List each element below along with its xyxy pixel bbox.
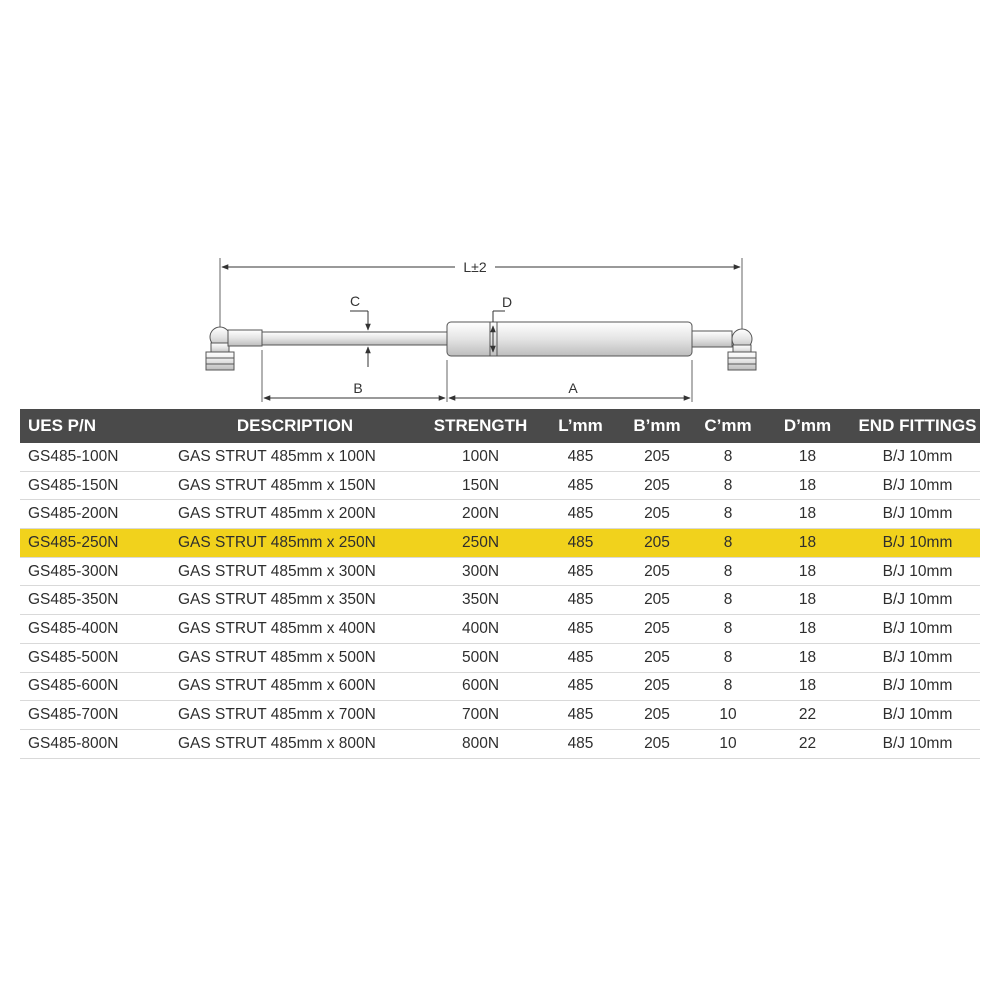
- table-header-row: [20, 409, 980, 443]
- cell-length: 485: [567, 677, 594, 695]
- gas-strut-diagram: [0, 0, 1000, 410]
- cell-b-length: 205: [644, 476, 670, 494]
- cell-c-diameter: 8: [723, 562, 733, 580]
- cell-description: GAS STRUT 485mm x 400N: [178, 619, 376, 637]
- cell-description: GAS STRUT 485mm x 700N: [178, 706, 376, 724]
- cell-b-length: 205: [644, 447, 670, 465]
- cell-part-number: GS485-200N: [28, 505, 119, 523]
- cell-d-diameter: 18: [798, 447, 817, 465]
- cell-length: 485: [567, 562, 594, 580]
- cell-end-fittings: B/J 10mm: [882, 734, 953, 752]
- table-row: [20, 672, 980, 701]
- header-length: L’mm: [543, 409, 618, 443]
- cell-b-length: 205: [644, 505, 670, 523]
- header-end-fittings: END FITTINGS: [855, 409, 980, 443]
- cell-b-length: 205: [644, 591, 670, 609]
- cell-end-fittings: B/J 10mm: [882, 505, 953, 523]
- cell-d-diameter: 18: [798, 476, 817, 494]
- cell-part-number: GS485-250N: [20, 529, 172, 558]
- cell-b-length: 205: [644, 619, 670, 637]
- overall-length-label: L±2: [463, 259, 487, 275]
- cell-part-number: GS485-800N: [28, 734, 119, 752]
- cell-end-fittings: B/J 10mm: [882, 591, 953, 609]
- header-strength: STRENGTH: [418, 409, 543, 443]
- table-row: [20, 529, 980, 558]
- overall-length-dimension: [220, 257, 742, 330]
- cell-length: 485: [567, 706, 594, 724]
- table-row: [20, 701, 980, 730]
- table-row: [20, 643, 980, 672]
- cell-strength: 300N: [461, 562, 500, 580]
- table-row: [20, 586, 980, 615]
- cell-description: GAS STRUT 485mm x 800N: [178, 734, 376, 752]
- cell-c-diameter: 8: [723, 648, 733, 666]
- cell-c-diameter: 8: [723, 677, 733, 695]
- cell-d-diameter: 22: [798, 706, 817, 724]
- table-row: [20, 557, 980, 586]
- cell-strength: 800N: [461, 734, 500, 752]
- cell-strength: 500N: [461, 648, 500, 666]
- cell-c-diameter: 8: [723, 447, 733, 465]
- left-end-fitting: [206, 327, 262, 370]
- cell-strength: 250N: [418, 529, 543, 558]
- cell-length: 485: [567, 476, 594, 494]
- cell-b-length: 205: [644, 677, 670, 695]
- cell-part-number: GS485-600N: [28, 677, 119, 695]
- cell-description: GAS STRUT 485mm x 100N: [178, 447, 376, 465]
- cell-c-diameter: 8: [723, 505, 733, 523]
- header-description: DESCRIPTION: [172, 409, 418, 443]
- cell-length: 485: [567, 619, 594, 637]
- cell-length: 485: [567, 591, 594, 609]
- cell-b-length: 205: [644, 734, 670, 752]
- cell-d-diameter: 18: [798, 619, 817, 637]
- cell-strength: 400N: [461, 619, 500, 637]
- cell-strength: 350N: [461, 591, 500, 609]
- cell-part-number: GS485-400N: [28, 619, 119, 637]
- body-diameter-label: D: [501, 294, 513, 310]
- cell-length: 485: [567, 447, 594, 465]
- cell-d-diameter: 18: [798, 591, 817, 609]
- cell-part-number: GS485-150N: [28, 476, 119, 494]
- cell-length: 485: [567, 648, 594, 666]
- cell-strength: 150N: [461, 476, 500, 494]
- cell-d-diameter: 18: [798, 648, 817, 666]
- cell-d-diameter: 18: [760, 529, 855, 558]
- cell-b-length: 205: [644, 648, 670, 666]
- cell-length: 485: [567, 505, 594, 523]
- cell-end-fittings: B/J 10mm: [882, 619, 953, 637]
- cell-part-number: GS485-700N: [28, 706, 119, 724]
- cell-description: GAS STRUT 485mm x 500N: [178, 648, 376, 666]
- spec-table: [20, 409, 980, 759]
- body-length-label: A: [568, 380, 578, 396]
- cell-description: GAS STRUT 485mm x 250N: [172, 529, 418, 558]
- cell-end-fittings: B/J 10mm: [882, 706, 953, 724]
- table-row: [20, 500, 980, 529]
- table-row: [20, 615, 980, 644]
- cell-length: 485: [543, 529, 618, 558]
- cell-d-diameter: 22: [798, 734, 817, 752]
- cylinder-body: [447, 322, 692, 356]
- rod-length-label: B: [353, 380, 363, 396]
- right-end-fitting: [692, 329, 756, 370]
- header-b-length: B’mm: [618, 409, 696, 443]
- header-c-diameter: C’mm: [696, 409, 760, 443]
- cell-c-diameter: 8: [696, 529, 760, 558]
- cell-description: GAS STRUT 485mm x 300N: [178, 562, 376, 580]
- cell-end-fittings: B/J 10mm: [882, 677, 953, 695]
- cell-end-fittings: B/J 10mm: [882, 476, 953, 494]
- piston-rod: [262, 332, 448, 345]
- cell-part-number: GS485-500N: [28, 648, 119, 666]
- cell-end-fittings: B/J 10mm: [882, 648, 953, 666]
- cell-part-number: GS485-300N: [28, 562, 119, 580]
- cell-b-length: 205: [644, 706, 670, 724]
- header-part-number: UES P/N: [20, 409, 172, 443]
- cell-c-diameter: 10: [719, 706, 737, 724]
- table-row: [20, 443, 980, 471]
- rod-diameter-dimension: [350, 293, 368, 367]
- cell-end-fittings: B/J 10mm: [855, 529, 980, 558]
- cell-c-diameter: 8: [723, 591, 733, 609]
- table-body: [20, 443, 980, 758]
- rod-diameter-label: C: [349, 293, 361, 309]
- cell-description: GAS STRUT 485mm x 350N: [178, 591, 376, 609]
- cell-strength: 100N: [461, 447, 500, 465]
- cell-strength: 600N: [461, 677, 500, 695]
- cell-strength: 200N: [461, 505, 500, 523]
- cell-d-diameter: 18: [798, 505, 817, 523]
- length-dimensions: [262, 350, 692, 402]
- cell-part-number: GS485-350N: [28, 591, 119, 609]
- cell-description: GAS STRUT 485mm x 600N: [178, 677, 376, 695]
- table-row: [20, 471, 980, 500]
- cell-d-diameter: 18: [798, 677, 817, 695]
- table-row: [20, 729, 980, 758]
- cell-part-number: GS485-100N: [28, 447, 119, 465]
- cell-end-fittings: B/J 10mm: [882, 562, 953, 580]
- cell-c-diameter: 10: [719, 734, 737, 752]
- cell-strength: 700N: [461, 706, 500, 724]
- cell-end-fittings: B/J 10mm: [882, 447, 953, 465]
- header-d-diameter: D’mm: [760, 409, 855, 443]
- cell-c-diameter: 8: [723, 476, 733, 494]
- cell-length: 485: [567, 734, 594, 752]
- cell-b-length: 205: [618, 529, 696, 558]
- cell-c-diameter: 8: [723, 619, 733, 637]
- cell-b-length: 205: [644, 562, 670, 580]
- cell-description: GAS STRUT 485mm x 200N: [178, 505, 376, 523]
- cell-description: GAS STRUT 485mm x 150N: [178, 476, 376, 494]
- cell-d-diameter: 18: [798, 562, 817, 580]
